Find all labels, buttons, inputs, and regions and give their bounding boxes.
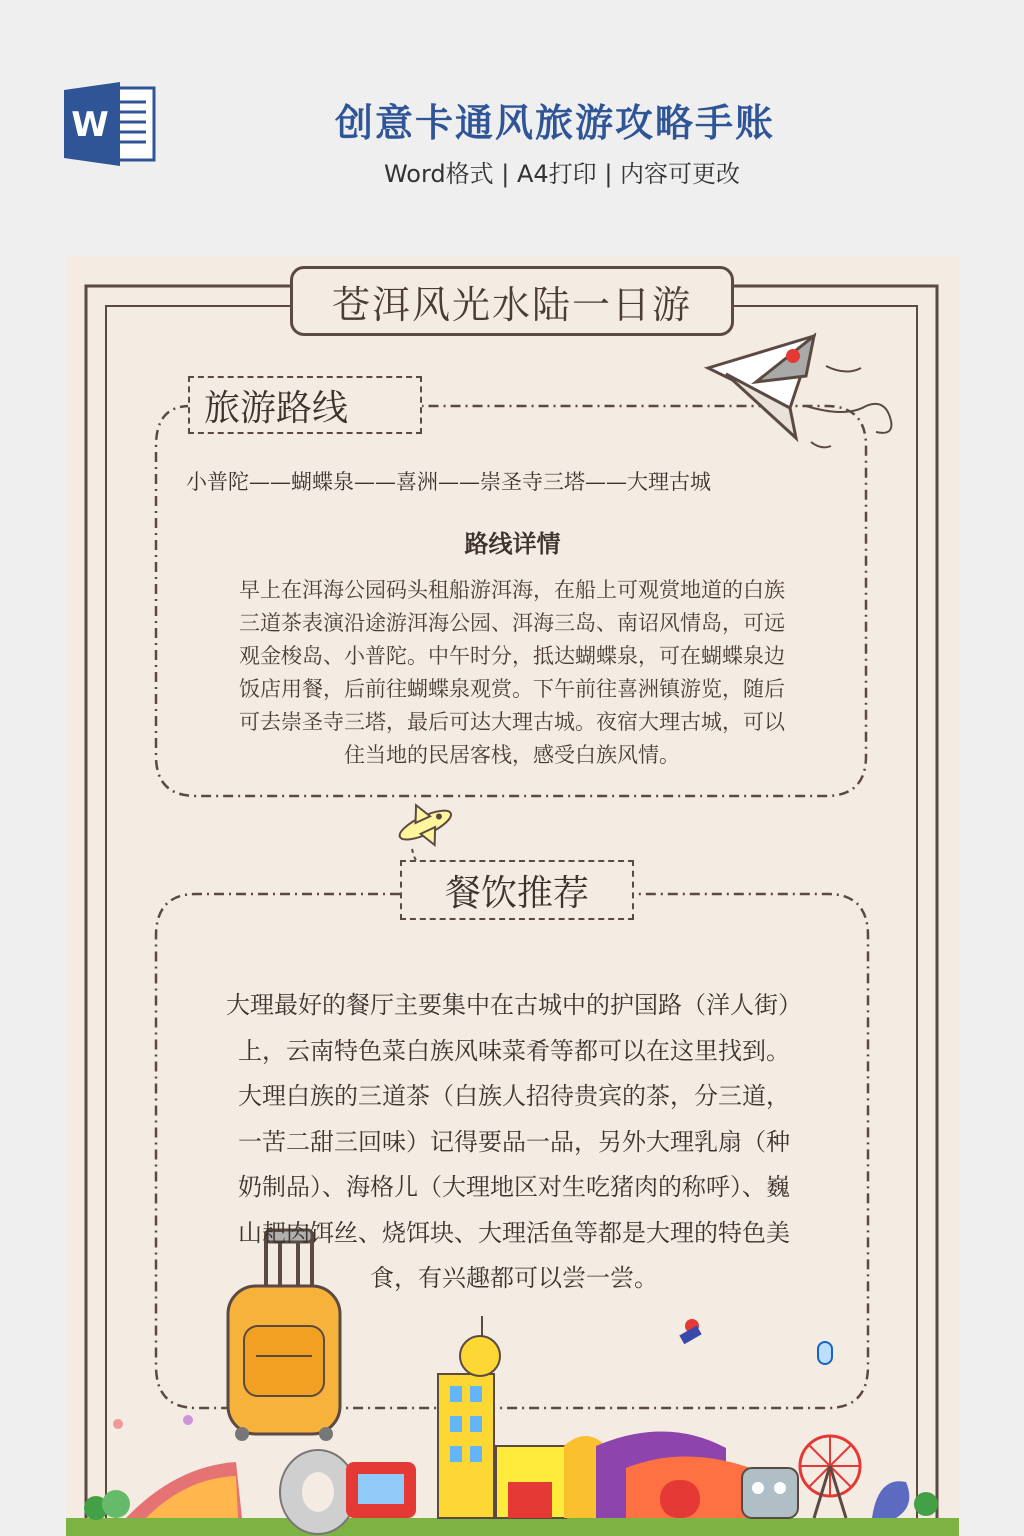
route-details-line: 早上在洱海公园码头租船游洱海，在船上可观赏地道的白族 — [239, 578, 785, 602]
route-details-line: 三道茶表演沿途游洱海公园、洱海三岛、南诏风情岛，可远 — [239, 611, 785, 635]
route-details-heading: 路线详情 — [464, 530, 561, 558]
dining-line: 一苦二甜三回味）记得要品一品，另外大理乳扇（种 — [238, 1127, 790, 1156]
dining-line: 大理最好的餐厅主要集中在古城中的护国路（洋人街） — [226, 991, 802, 1019]
page-header — [0, 0, 1024, 250]
rocket-icon — [679, 1319, 701, 1344]
page-title: 创意卡通风旅游攻略手账 — [335, 101, 776, 145]
page-subtitle: Word格式 | A4打印 | 内容可更改 — [383, 160, 741, 188]
dining-section-label — [400, 860, 634, 920]
dining-recommendations — [186, 983, 842, 1302]
document-page — [66, 256, 959, 1536]
route-details-line: 饭店用餐，后前往蝴蝶泉观赏。下午前往喜洲镇游览，随后 — [239, 677, 785, 701]
dining-line: 大理白族的三道茶（白族人招待贵宾的茶，分三道， — [238, 1082, 790, 1110]
dining-line: 山耙肉饵丝、烧饵块、大理活鱼等都是大理的特色美 — [238, 1218, 790, 1247]
mouse-icon — [818, 1342, 832, 1364]
route-details — [194, 574, 830, 772]
dining-line: 上，云南特色菜白族风味菜肴等都可以在这里找到。 — [238, 1036, 790, 1065]
dining-line: 食，有兴趣都可以尝一尝。 — [370, 1264, 658, 1292]
word-icon-letter: W — [71, 105, 109, 145]
route-summary: 小普陀——蝴蝶泉——喜洲——崇圣寺三塔——大理古城 — [186, 470, 711, 494]
route-details-line: 观金梭岛、小普陀。中午时分，抵达蝴蝶泉，可在蝴蝶泉边 — [239, 644, 785, 668]
document-title: 苍洱风光水陆一日游 — [290, 266, 734, 336]
dining-section-label-text: 餐饮推荐 — [444, 872, 589, 914]
route-details-line: 住当地的民居客栈，感受白族风情。 — [344, 743, 680, 767]
route-section-label-text: 旅游路线 — [204, 387, 349, 429]
dining-line: 奶制品）、海格儿（大理地区对生吃猪肉的称呼）、巍 — [238, 1173, 790, 1201]
route-section-label — [188, 376, 422, 434]
route-details-line: 可去崇圣寺三塔，最后可达大理古城。夜宿大理古城，可以 — [239, 710, 785, 734]
